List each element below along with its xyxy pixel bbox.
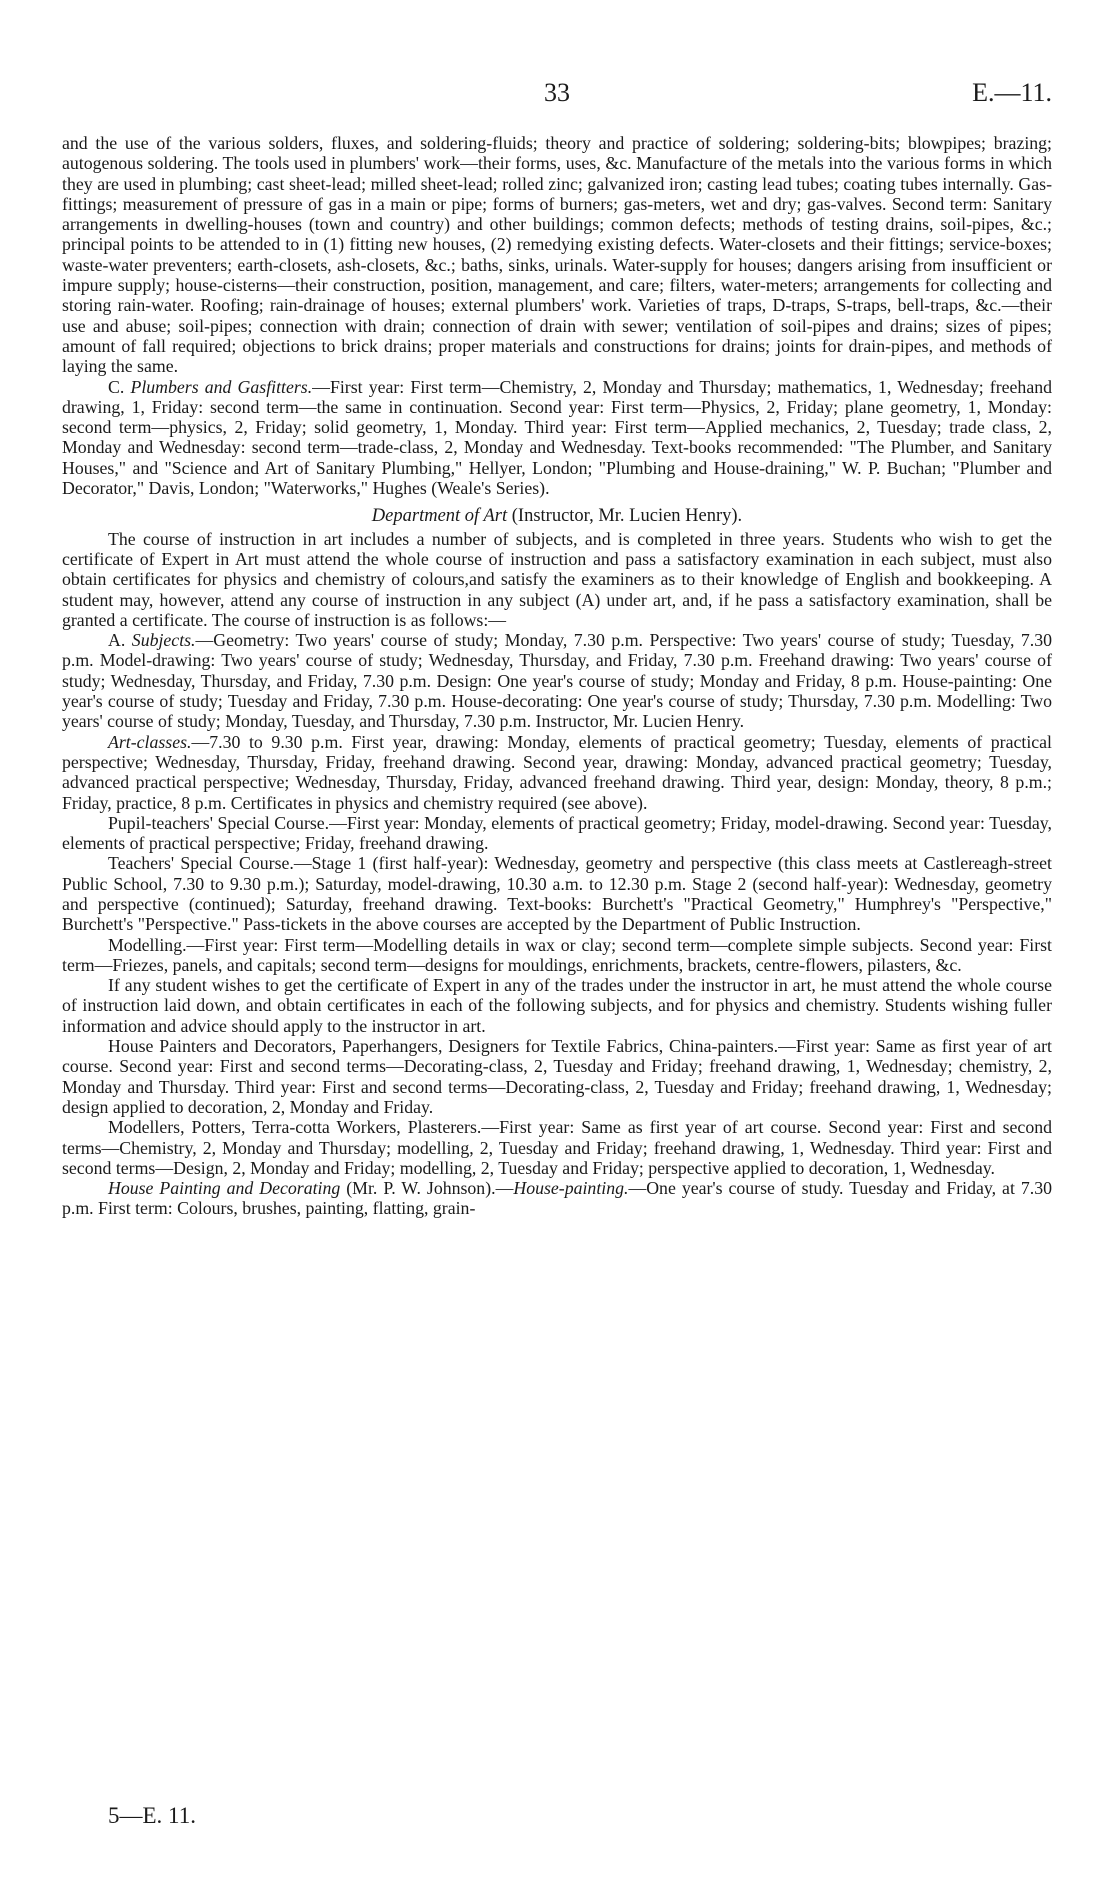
paragraph-house-painting-decorating: House Painting and Decorating (Mr. P. W. Johnson).—House-painting.—One year's course of study. Tuesday and Friday, at 7.30 p.m. First term: Colours, brushes, painting, flatting, grain-: [62, 1178, 1052, 1219]
body-text: [62, 133, 1052, 1219]
page-header: [62, 78, 1052, 112]
paragraph-art-course-intro: The course of instruction in art includes a number of subjects, and is completed in three years. Students who wish to get the certificate of Expert in Art must attend the whole course of instruction and pass a satisfactory examination in each subject, must also obtain certificates for physics and chemistry of colours,and satisfy the examiners as to their knowledge of English and bookkeeping. A student may, however, attend any course of instruction in any subject (A) under art, and, if he pass a satisfactory examination, shall be granted a certificate. The course of instruction is as follows:—: [62, 528, 1052, 630]
paragraph-pupil-teachers: Pupil-teachers' Special Course.—First year: Monday, elements of practical geometry; Friday, model-drawing. Second year: Tuesday, elements of practical perspective; Friday, freehand drawing.: [62, 812, 1052, 854]
paragraph-modellers: Modellers, Potters, Terra-cotta Workers, Plasterers.—First year: Same as first year of art course. Second year: First and second terms—Chemistry, 2, Monday and Thursday; modelling, 2, Tuesday and Friday; freehand drawing, 1, Wednesday. Third year: First and second terms—Design, 2, Monday and Friday; modelling, 2, Tuesday and Friday; perspective applied to decoration, 1, Wednesday.: [62, 1117, 1052, 1178]
paragraph-plumbers-gasfitters: C. Plumbers and Gasfitters.—First year: First term—Chemistry, 2, Monday and Thursday; mathematics, 1, Wednesday; freehand drawing, 1, Friday: second term—the same in continuation. Second year: First term—Physics, 2, Friday; plane geometry, 1, Monday: second term—physics, 2, Friday; solid geometry, 1, Monday. Third year: First term—Applied mechanics, 2, Tuesday; trade class, 2, Monday and Wednesday: second term—trade-class, 2, Monday and Wednesday. Text-books recommended: "The Plumber, and Sanitary Houses," and "Science and Art of Sanitary Plumbing," Hellyer, London; "Plumbing and House-draining," W. P. Buchan; "Plumber and Decorator," Davis, London; "Waterworks," Hughes (Weale's Series).: [62, 376, 1052, 499]
document-id: E.—11.: [972, 78, 1052, 107]
paragraph-house-painters: House Painters and Decorators, Paperhangers, Designers for Textile Fabrics, China-painters.—First year: Same as first year of art course. Second year: First and second terms—Decorating-class, 2, Tuesday and Friday; freehand drawing, 1, Wednesday; chemistry, 2, Monday and Thursday. Third year: First and second terms—Decorating-class, 2, Tuesday and Friday; freehand drawing, 1, Wednesday; design applied to decoration, 2, Monday and Friday.: [62, 1036, 1052, 1117]
paragraph-art-classes: Art-classes.—7.30 to 9.30 p.m. First year, drawing: Monday, elements of practical geometry; Tuesday, elements of practical perspective; Wednesday, Thursday, Friday, freehand drawing. Second year, drawing: Monday, advanced practical geometry; Tuesday, advanced practical perspective; Wednesday, Thursday, Friday, advanced freehand drawing. Third year, design: Monday, theory, 8 p.m.; Friday, practice, 8 p.m. Certificates in physics and chemistry required (see above).: [62, 731, 1052, 813]
footer-signature: 5—E. 11.: [108, 1803, 196, 1828]
paragraph-subjects: A. Subjects.—Geometry: Two years' course of study; Monday, 7.30 p.m. Perspective: Two years' course of study; Tuesday, 7.30 p.m. Model-drawing: Two years' course of study; Wednesday, Thursday, and Friday, 7.30 p.m. Freehand drawing: Two years' course of study; Wednesday, Thursday, and Friday, 7.30 p.m. Design: One year's course of study; Monday and Friday, 8 p.m. House-painting: One year's course of study; Tuesday and Friday, 7.30 p.m. House-decorating: One year's course of study; Thursday, 7.30 p.m. Modelling: Two years' course of study; Monday, Tuesday, and Thursday, 7.30 p.m. Instructor, Mr. Lucien Henry.: [62, 630, 1053, 732]
department-of-art-heading: Department of Art (Instructor, Mr. Lucien Henry).: [371, 506, 743, 527]
page-number: 33: [544, 78, 570, 107]
paragraph-teachers-course: Teachers' Special Course.—Stage 1 (first half-year): Wednesday, geometry and perspective (this class meets at Castlereagh-street Public School, 7.30 to 9.30 p.m.); Saturday, model-drawing, 10.30 a.m. to 12.30 p.m. Stage 2 (second half-year): Wednesday, geometry and perspective (continued); Saturday, freehand drawing. Text-books: Burchett's "Practical Geometry," Humphrey's "Perspective," Burchett's "Perspective." Pass-tickets in the above courses are accepted by the Department of Public Instruction.: [62, 853, 1052, 935]
paragraph-modelling: Modelling.—First year: First term—Modelling details in wax or clay; second term—complete simple subjects. Second year: First term—Friezes, panels, and capitals; second term—designs for mouldings, enrichments, brackets, centre-flowers, pilasters, &c.: [62, 934, 1052, 975]
paragraph-plumbing-syllabus: and the use of the various solders, fluxes, and soldering-fluids; theory and practice of soldering; soldering-bits; blowpipes; brazing; autogenous soldering. The tools used in plumbers' work—their forms, uses, &c. Manufacture of the metals into the various forms in which they are used in plumbing; cast sheet-lead; milled sheet-lead; rolled zinc; galvanized iron; casting lead tubes; coating tubes internally. Gas-fittings; measurement of pressure of gas in a main or pipe; forms of burners; gas-meters, wet and dry; gas-valves. Second term: Sanitary arrangements in dwelling-houses (town and country) and other buildings; common defects; methods of testing drains, soil-pipes, &c.; principal points to be attended to in (1) fitting new houses, (2) remedying existing defects. Water-closets and their fittings; service-boxes; waste-water preventers; earth-closets, ash-closets, &c.; baths, sinks, urinals. Water-supply for houses; dangers arising from insufficient or impure supply; house-cisterns—their construction, position, management, and care; filters, water-meters; arrangements for collecting and storing rain-water. Roofing; rain-drainage of houses; external plumbers' work. Varieties of traps, D-traps, S-traps, bell-traps, &c.—their use and abuse; soil-pipes; connection with drain; connection of drain with sewer; ventilation of soil-pipes and drains; sizes of pipes; amount of fall required; objections to brick drains; proper materials and constructions for drains; joints for drain-pipes, and methods of laying the same.: [62, 133, 1052, 377]
paragraph-expert-certificate: If any student wishes to get the certificate of Expert in any of the trades under the instructor in art, he must attend the whole course of instruction laid down, and obtain certificates in each of the following subjects, and for physics and chemistry. Students wishing fuller information and advice should apply to the instructor in art.: [62, 975, 1052, 1036]
